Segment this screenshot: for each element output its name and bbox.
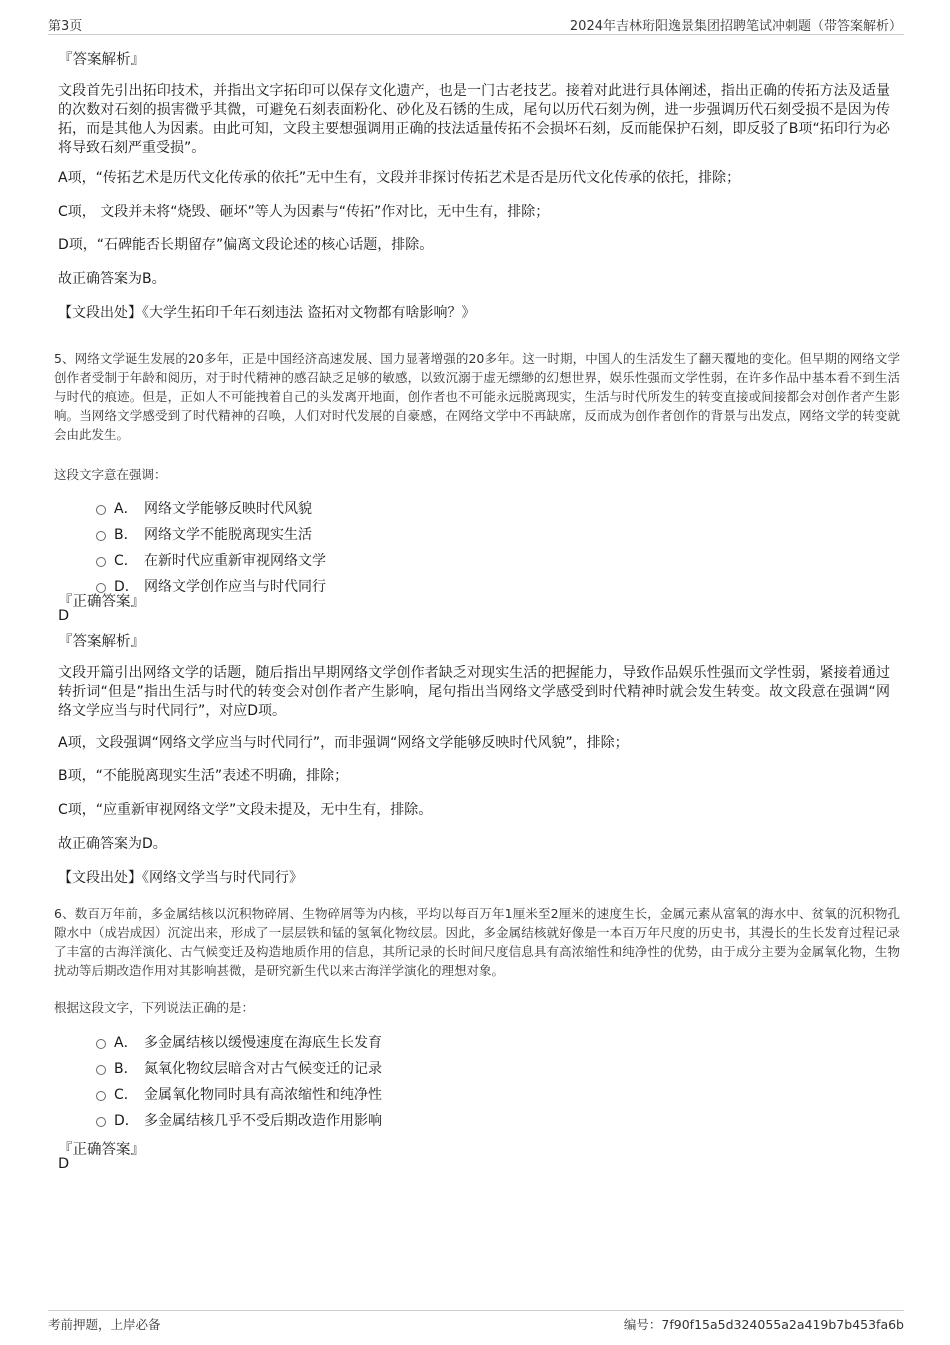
q5-source: 【文段出处】《网络文学当与时代同行》 bbox=[58, 870, 303, 886]
q4-analysis-label: 『答案解析』 bbox=[58, 52, 145, 68]
q5-option-b[interactable]: B． 网络文学不能脱离现实生活 bbox=[96, 524, 312, 544]
q6-option-b[interactable]: B． 氮氧化物纹层暗含对古气候变迁的记录 bbox=[96, 1058, 382, 1078]
radio-icon[interactable] bbox=[96, 1039, 106, 1049]
q6-option-d[interactable]: D． 多金属结核几乎不受后期改造作用影响 bbox=[96, 1110, 382, 1130]
q5-option-a[interactable]: A． 网络文学能够反映时代风貌 bbox=[96, 498, 312, 518]
q6-option-a[interactable]: A． 多金属结核以缓慢速度在海底生长发育 bbox=[96, 1032, 382, 1052]
q6-question: 根据这段文字，下列说法正确的是： bbox=[54, 1000, 255, 1015]
q5-answer: D bbox=[58, 608, 70, 624]
q5-option-d[interactable]: D． 网络文学创作应当与时代同行 bbox=[96, 576, 326, 596]
q5-analysis-label: 『答案解析』 bbox=[58, 634, 145, 650]
radio-icon[interactable] bbox=[96, 531, 106, 541]
radio-icon[interactable] bbox=[96, 505, 106, 515]
page-number: 第3页 bbox=[48, 19, 83, 34]
q5-option-b-analysis: B项，“不能脱离现实生活”表述不明确，排除； bbox=[58, 768, 349, 784]
q5-stem: 5、网络文学诞生发展的20多年，正是中国经济高速发展、国力显著增强的20多年。这一时期，中国人的生活发生了翻天覆地的变化。但早期的网络文学创作者受制于年龄和阅历，对于时代精神的感召缺乏足够的敏感，以致沉溺于虚无缥缈的幻想世界，娱乐性强而文学性弱，在许多作品中基本看不到生活与时代的痕迹。但是，正如人不可能拽着自己的头发离开地面，创作者也不可能永远脱离现实，生活与时代所发生的转变直接或间接都会对创作者产生影响。当网络文学感受到了时代精神的召唤，人们对时代发展的自豪感，在网络文学中不再缺席，反而成为创作者创作的背景与出发点，网络文学的转变就会由此发生。 bbox=[54, 351, 900, 442]
q6-answer: D bbox=[58, 1156, 70, 1172]
q6-option-c[interactable]: C． 金属氧化物同时具有高浓缩性和纯净性 bbox=[96, 1084, 382, 1104]
q6-stem: 6、数百万年前，多金属结核以沉积物碎屑、生物碎屑等为内核，平均以每百万年1厘米至2厘米的速度生长，金属元素从富氧的海水中、贫氧的沉积物孔隙水中（成岩成因）沉淀出来，形成了一层层铁和锰的氢氧化物纹层。因此，多金属结核就好像是一本百万年尺度的历史书，其漫长的生长发育过程记录了丰富的古海洋演化、古气候变迁及构造地质作用的信息，其所记录的长时间尺度信息具有高浓缩性和纯净性的优势，由于成分主要为金属氧化物，生物扰动等后期改造作用对其影响甚微，是研究新生代以来古海洋学演化的理想对象。 bbox=[54, 906, 900, 978]
radio-icon[interactable] bbox=[96, 557, 106, 567]
page-header bbox=[48, 14, 904, 35]
radio-icon[interactable] bbox=[96, 1091, 106, 1101]
document-title: 2024年吉林珩阳逸景集团招聘笔试冲刺题（带答案解析） bbox=[569, 19, 902, 34]
q5-option-c[interactable]: C． 在新时代应重新审视网络文学 bbox=[96, 550, 326, 570]
q4-option-a-analysis: A项，“传拓艺术是历代文化传承的依托”无中生有，文段并非探讨传拓艺术是否是历代文化传承的依托，排除； bbox=[58, 170, 741, 186]
q5-option-a-analysis: A项，文段强调“网络文学应当与时代同行”，而非强调“网络文学能够反映时代风貌”，排除； bbox=[58, 735, 629, 751]
page-footer bbox=[48, 1310, 904, 1333]
radio-icon[interactable] bbox=[96, 1065, 106, 1075]
q4-source: 【文段出处】《大学生拓印千年石刻违法 盗拓对文物都有啥影响？》 bbox=[58, 305, 476, 321]
q5-analysis-paragraph: 文段开篇引出网络文学的话题，随后指出早期网络文学创作者缺乏对现实生活的把握能力，导致作品娱乐性强而文学性弱，紧接着通过转折词“但是”指出生活与时代的转变会对创作者产生影响，尾句指出当网络文学感受到时代精神时就会发生转变。故文段意在强调“网络文学应当与时代同行”，对应D项。 bbox=[58, 665, 890, 719]
q5-answer-label: 『正确答案』 bbox=[58, 594, 145, 610]
footer-slogan: 考前押题，上岸必备 bbox=[48, 1317, 161, 1332]
q6-answer-label: 『正确答案』 bbox=[58, 1142, 145, 1158]
radio-icon[interactable] bbox=[96, 1117, 106, 1127]
q4-analysis-paragraph: 文段首先引出拓印技术，并指出文字拓印可以保存文化遗产，也是一门古老技艺。接着对此进行具体阐述，指出正确的传拓方法及适量的次数对石刻的损害微乎其微，可避免石刻表面粉化、砂化及石锈的生成，尾句以历代石刻为例，进一步强调历代石刻受损不是因为传拓，而是其他人为因素。由此可知，文段主要想强调用正确的技法适量传拓不会损坏石刻，反而能保护石刻，即反驳了B项“拓印行为必将导致石刻严重受损”。 bbox=[58, 83, 890, 156]
q4-option-d-analysis: D项，“石碑能否长期留存”偏离文段论述的核心话题，排除。 bbox=[58, 237, 434, 253]
q5-question: 这段文字意在强调： bbox=[54, 467, 167, 482]
q4-option-c-analysis: C项， 文段并未将“烧毁、砸坏”等人为因素与“传拓”作对比，无中生有，排除； bbox=[58, 204, 550, 220]
document-id: 编号：7f90f15a5d324055a2a419b7b453fa6b bbox=[623, 1317, 904, 1332]
q4-conclusion: 故正确答案为B。 bbox=[58, 271, 166, 287]
q5-option-c-analysis: C项，“应重新审视网络文学”文段未提及，无中生有，排除。 bbox=[58, 802, 433, 818]
q5-conclusion: 故正确答案为D。 bbox=[58, 836, 167, 852]
